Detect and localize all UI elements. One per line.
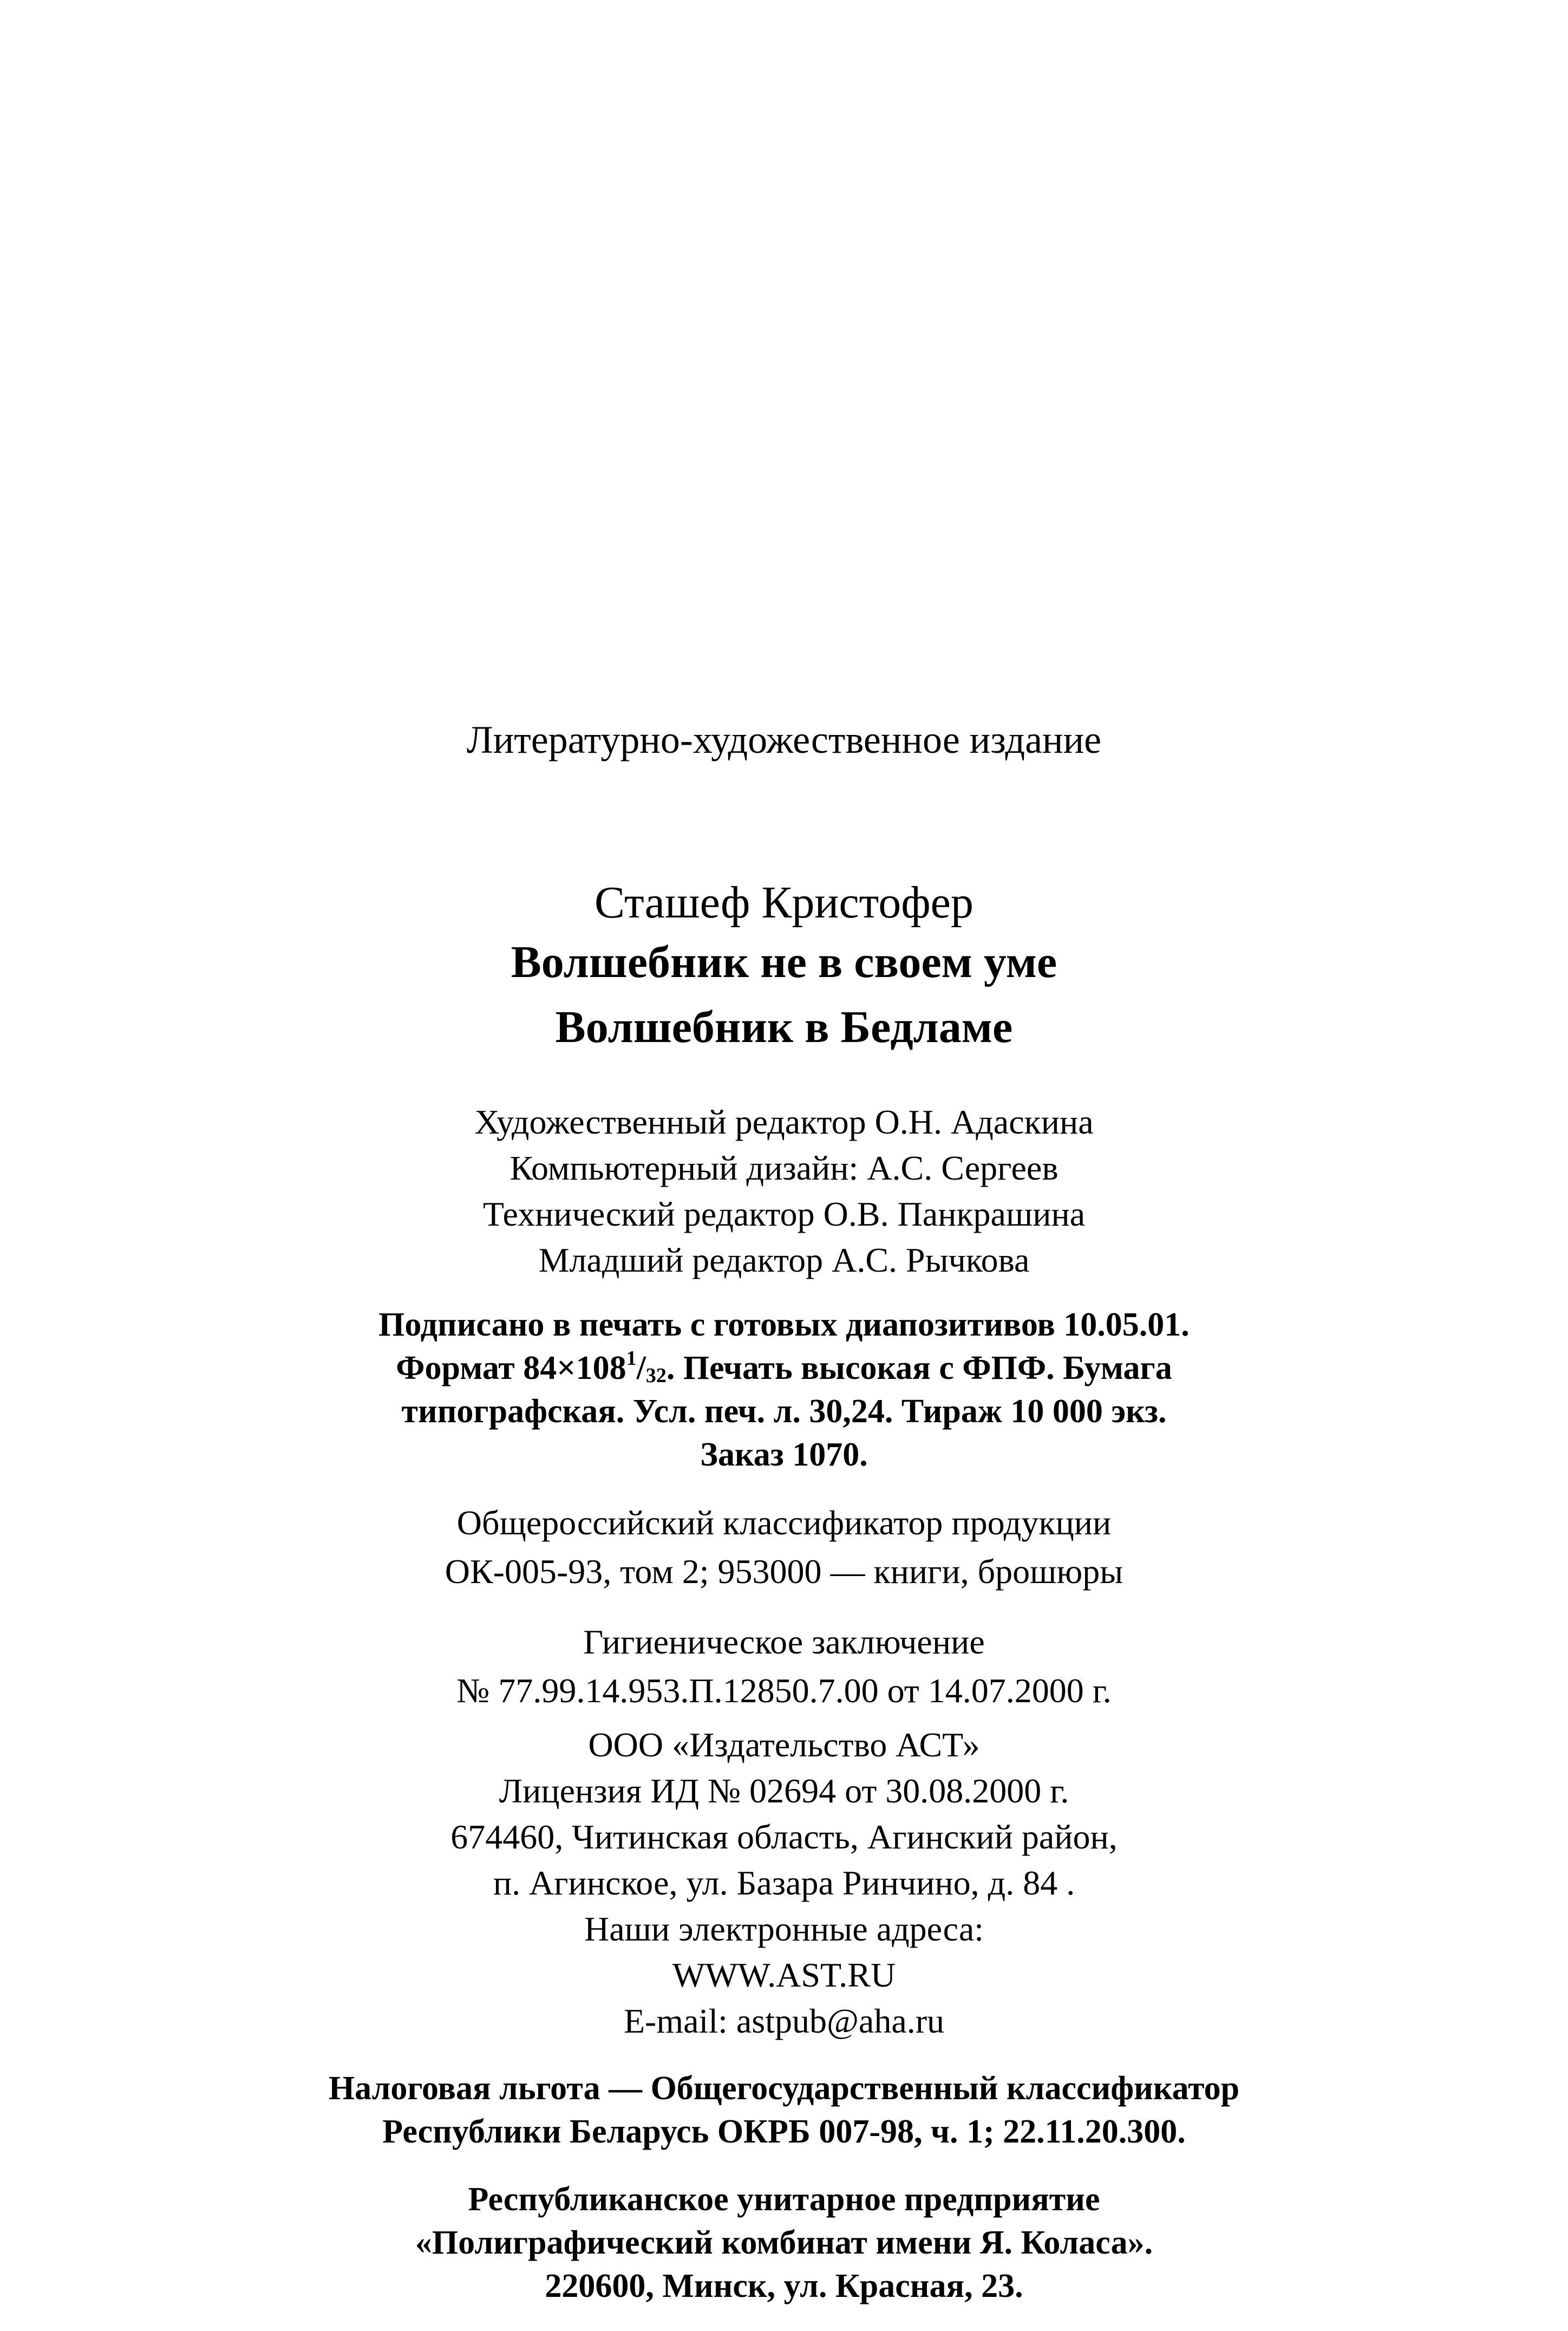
publisher-email-heading: Наши электронные адреса: — [584, 1910, 984, 1948]
printer-line-2: «Полиграфический комбинат имени Я. Коласа». — [415, 2224, 1153, 2261]
printer-line-1: Республиканское унитарное предприятие — [468, 2181, 1100, 2218]
print-signed-line: Подписано в печать с готовых диапозитивов 10.05.01. — [378, 1306, 1190, 1343]
printer-line-3: 220600, Минск, ул. Красная, 23. — [545, 2268, 1023, 2304]
publisher-address-2: п. Агинское, ул. Базара Ринчино, д. 84 . — [493, 1864, 1075, 1902]
staff-designer: Компьютерный дизайн: А.С. Сергеев — [509, 1149, 1059, 1187]
publisher-email: E-mail: astpub@aha.ru — [623, 2002, 945, 2040]
print-format-sup: 1 — [626, 1347, 637, 1370]
print-format-line — [0, 1347, 1568, 1387]
book-title-2: Волшебник в Бедламе — [555, 1002, 1013, 1052]
print-format-slash: / — [636, 1350, 646, 1386]
staff-tech-editor: Технический редактор О.В. Панкрашина — [482, 1195, 1086, 1233]
classifier-line-1: Общероссийский классификатор продукции — [456, 1503, 1112, 1542]
print-format-sub: 32 — [645, 1364, 667, 1387]
edition-type: Литературно-художественное издание — [466, 718, 1102, 761]
book-title-1: Волшебник не в своем уме — [511, 937, 1057, 987]
publisher-address-1: 674460, Читинская область, Агинский район, — [450, 1818, 1118, 1856]
print-order-line: Заказ 1070. — [700, 1436, 868, 1473]
staff-art-editor: Художественный редактор О.Н. Адаскина — [474, 1103, 1094, 1141]
hygiene-line-2: № 77.99.14.953.П.12850.7.00 от 14.07.2000 г. — [456, 1671, 1112, 1710]
tax-line-1: Налоговая льгота — Общегосударственный классификатор — [328, 2070, 1240, 2107]
print-format-suffix: . Печать высокая с ФПФ. Бумага — [666, 1350, 1172, 1386]
publisher-website: WWW.AST.RU — [672, 1956, 896, 1994]
staff-junior-editor: Младший редактор А.С. Рычкова — [538, 1241, 1030, 1279]
author-name: Сташеф Кристофер — [594, 877, 974, 928]
classifier-line-2: ОК-005-93, том 2; 953000 — книги, брошюры — [445, 1552, 1123, 1591]
print-format-prefix: Формат 84×108 — [396, 1350, 626, 1386]
publisher-name: ООО «Издательство АСТ» — [588, 1726, 980, 1764]
tax-line-2: Республики Беларусь ОКРБ 007-98, ч. 1; 22.11.20.300. — [382, 2113, 1186, 2150]
publisher-license: Лицензия ИД № 02694 от 30.08.2000 г. — [499, 1772, 1069, 1810]
hygiene-line-1: Гигиеническое заключение — [583, 1623, 985, 1661]
print-paper-line: типографская. Усл. печ. л. 30,24. Тираж 10 000 экз. — [401, 1393, 1167, 1430]
